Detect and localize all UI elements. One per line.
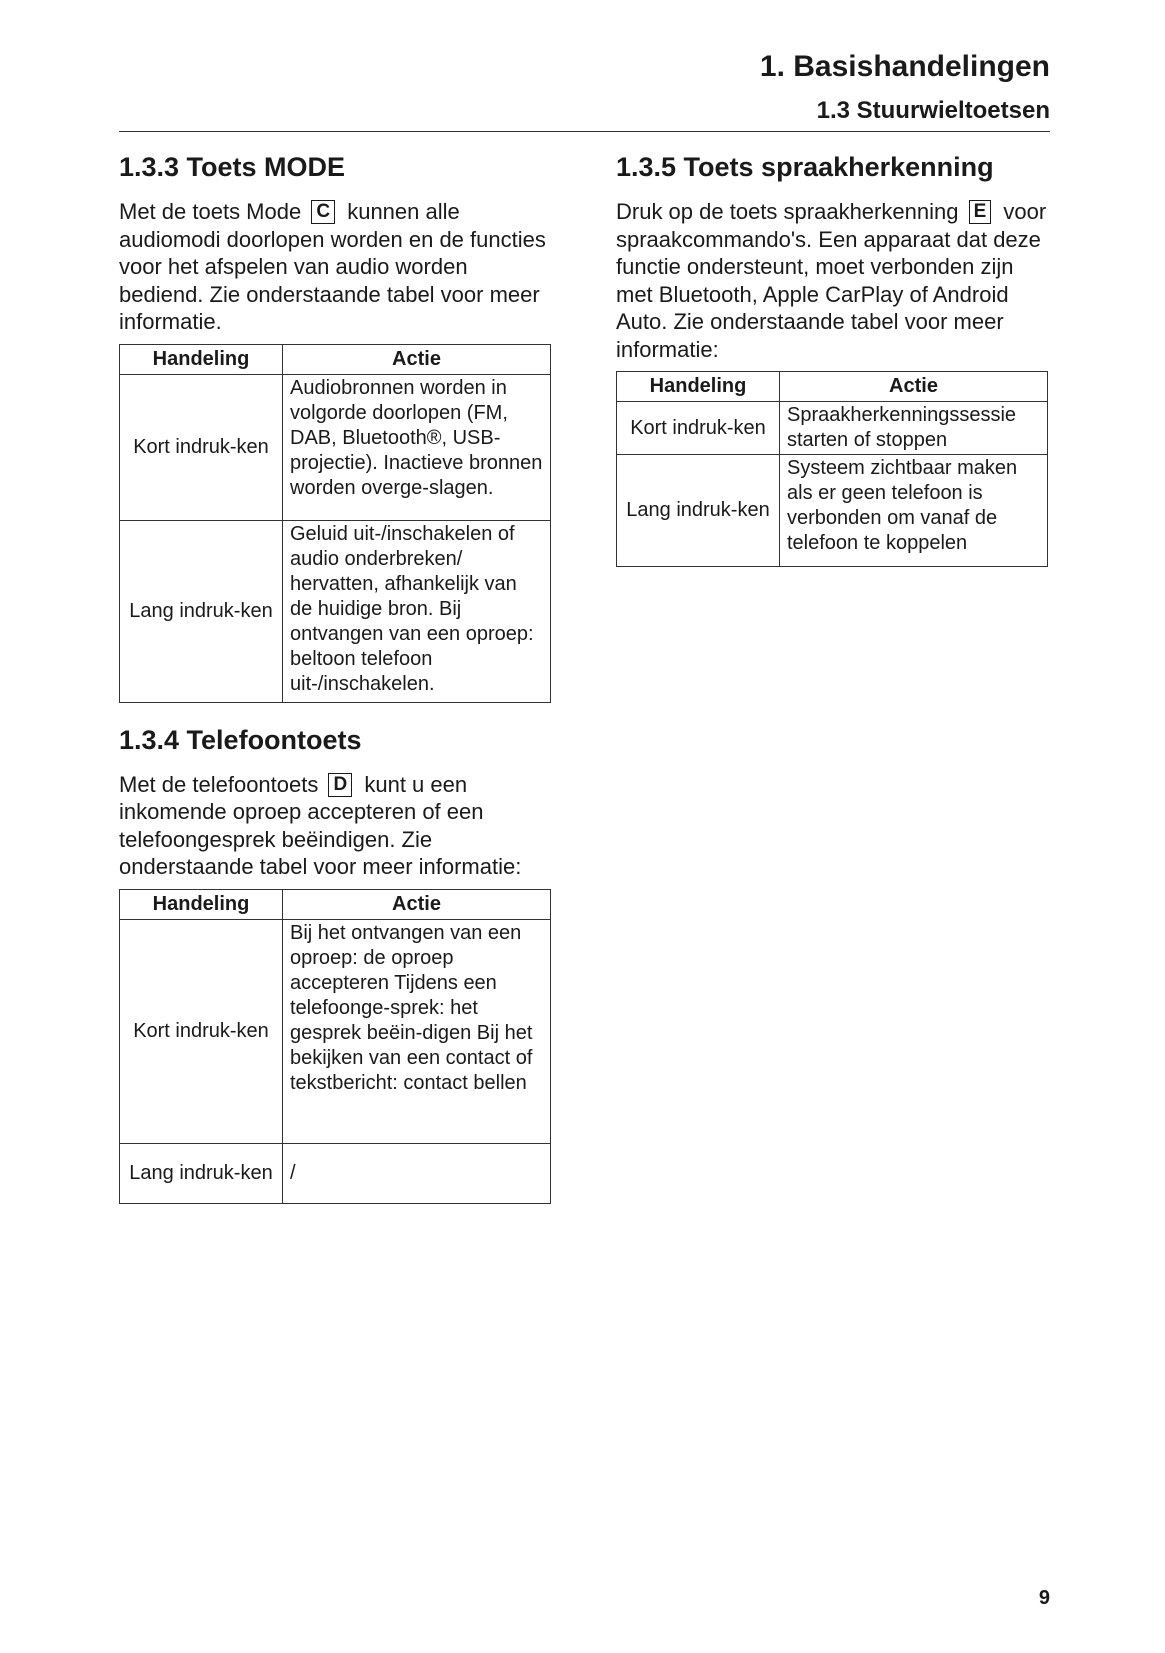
mode-intro-before: Met de toets Mode — [119, 199, 302, 224]
voice-intro-text — [616, 198, 1048, 363]
phone-section-heading: 1.3.4 Telefoontoets — [119, 724, 362, 755]
column-header-actie: Actie — [780, 372, 1048, 402]
table-row — [120, 374, 551, 520]
voice-section-heading: 1.3.5 Toets spraakherkenning — [616, 152, 994, 182]
handeling-cell: Lang indruk-ken — [120, 1143, 283, 1203]
voice-intro-before: Druk op de toets spraakherkenning — [616, 199, 959, 224]
table-header-row — [120, 889, 551, 919]
phone-table — [119, 889, 551, 1204]
table-row — [120, 520, 551, 702]
table-header-row — [617, 372, 1048, 402]
mode-intro-text — [119, 198, 551, 336]
table-row — [617, 402, 1048, 455]
column-header-handeling: Handeling — [617, 372, 780, 402]
chapter-title: 1. Basishandelingen — [759, 50, 1050, 83]
actie-cell: Bij het ontvangen van een oproep: de oproep accepteren Tijdens een telefoonge-sprek: het gesprek beëin-digen Bij het bekijken van een contact of tekstbericht: contact bellen — [283, 919, 551, 1143]
left-column — [119, 150, 551, 1224]
mode-intro-after: kunnen alle audiomodi doorlopen worden en de functies voor het afspelen van audio worden bediend. Zie onderstaande tabel voor meer informatie. — [119, 199, 546, 334]
mode-table — [119, 344, 551, 703]
column-header-actie: Actie — [283, 344, 551, 374]
actie-cell: Systeem zichtbaar maken als er geen telefoon is verbonden om vanaf de telefoon te koppelen — [780, 455, 1048, 567]
handeling-cell: Kort indruk-ken — [120, 374, 283, 520]
voice-key-icon: E — [969, 200, 992, 224]
header-divider — [119, 131, 1050, 132]
actie-cell: Geluid uit-/inschakelen of audio onderbreken/ hervatten, afhankelijk van de huidige bron. Bij ontvangen van een oproep: beltoon telefoon uit-/inschakelen. — [283, 520, 551, 702]
phone-intro-before: Met de telefoontoets — [119, 771, 319, 797]
right-column — [616, 150, 1048, 587]
actie-cell: / — [283, 1143, 551, 1203]
section-title: 1.3 Stuurwieltoetsen — [816, 97, 1050, 124]
handeling-cell: Kort indruk-ken — [120, 919, 283, 1143]
handeling-cell: Lang indruk-ken — [120, 520, 283, 702]
mode-section-heading: 1.3.3 Toets MODE — [119, 152, 346, 182]
table-row — [120, 1143, 551, 1203]
handeling-cell: Lang indruk-ken — [617, 455, 780, 567]
mode-key-icon: C — [311, 200, 335, 224]
phone-intro-after: kunt u een inkomende oproep accepteren of een telefoongesprek beëindigen. Zie onderstaande tabel voor meer informatie: — [119, 771, 522, 879]
table-header-row — [120, 344, 551, 374]
actie-cell: Spraakherkenningssessie starten of stoppen — [780, 402, 1048, 455]
phone-key-icon: D — [328, 773, 352, 797]
voice-intro-after: voor spraakcommando's. Een apparaat dat deze functie ondersteunt, moet verbonden zijn met Bluetooth, Apple CarPlay of Android Auto. Zie onderstaande tabel voor meer informatie: — [616, 199, 1047, 362]
voice-table — [616, 371, 1048, 567]
phone-intro-text — [119, 771, 551, 881]
handeling-cell: Kort indruk-ken — [617, 402, 780, 455]
table-row — [120, 919, 551, 1143]
page-number: 9 — [1038, 1587, 1050, 1609]
column-header-actie: Actie — [283, 889, 551, 919]
column-header-handeling: Handeling — [120, 344, 283, 374]
table-row — [617, 455, 1048, 567]
column-header-handeling: Handeling — [120, 889, 283, 919]
actie-cell: Audiobronnen worden in volgorde doorlopen (FM, DAB, Bluetooth®, USB-projectie). Inactieve bronnen worden overge-slagen. — [283, 374, 551, 520]
